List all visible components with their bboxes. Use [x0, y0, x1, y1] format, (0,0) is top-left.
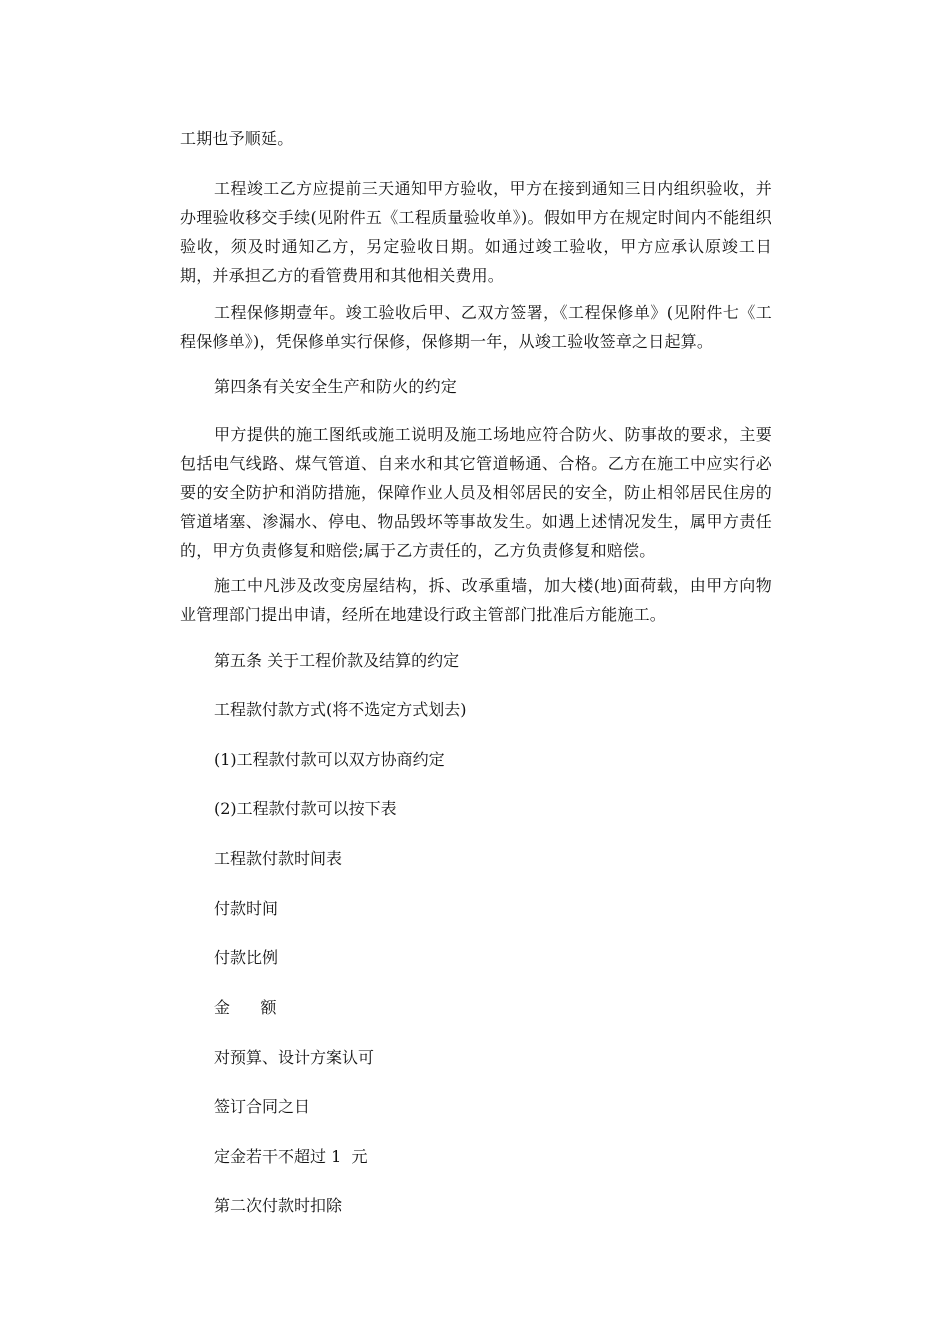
- paragraph-schedule-extension: 工期也予顺延。: [180, 129, 294, 148]
- paragraph-structure-change: 施工中凡涉及改变房屋结构，拆、改承重墙，加大楼(地)面荷载，由甲方向物业管理部门提出申请，经所在地建设行政主管部门批准后方能施工。: [180, 576, 772, 624]
- payment-schedule-title: 工程款付款时间表: [214, 849, 343, 868]
- contract-signing-line: 签订合同之日: [214, 1097, 311, 1116]
- payment-time-label: 付款时间: [214, 899, 279, 918]
- payment-method-line: 工程款付款方式(将不选定方式划去): [214, 700, 467, 719]
- section-heading-article-4: 第四条有关安全生产和防火的约定: [214, 377, 458, 396]
- payment-ratio-label: 付款比例: [214, 948, 279, 967]
- second-payment-line: 第二次付款时扣除: [214, 1196, 343, 1215]
- budget-approval-line: 对预算、设计方案认可: [214, 1048, 375, 1067]
- amount-label: 金 额: [214, 998, 277, 1017]
- paragraph-safety-fire: 甲方提供的施工图纸或施工说明及施工场地应符合防火、防事故的要求，主要包括电气线路、煤气管道、自来水和其它管道畅通、合格。乙方在施工中应实行必要的安全防护和消防措施，保障作业人员及相邻居民的安全，防止相邻居民住房的管道堵塞、渗漏水、停电、物品毁坏等事故发生。如遇上述情况发生，属甲方责任的，甲方负责修复和赔偿;属于乙方责任的，乙方负责修复和赔偿。: [180, 425, 772, 560]
- deposit-line: 定金若干不超过 1 元: [214, 1147, 368, 1166]
- payment-option-1: (1)工程款付款可以双方协商约定: [214, 750, 445, 769]
- payment-option-2: (2)工程款付款可以按下表: [214, 799, 397, 818]
- paragraph-warranty: 工程保修期壹年。竣工验收后甲、乙双方签署，《工程保修单》(见附件七《工程保修单》)，凭保修单实行保修，保修期一年，从竣工验收签章之日起算。: [180, 303, 772, 351]
- section-heading-article-5: 第五条 关于工程价款及结算的约定: [214, 651, 460, 670]
- paragraph-completion-acceptance: 工程竣工乙方应提前三天通知甲方验收，甲方在接到通知三日内组织验收，并办理验收移交手续(见附件五《工程质量验收单》)。假如甲方在规定时间内不能组织验收，须及时通知乙方，另定验收日期。如通过竣工验收，甲方应承认原竣工日期，并承担乙方的看管费用和其他相关费用。: [180, 179, 772, 285]
